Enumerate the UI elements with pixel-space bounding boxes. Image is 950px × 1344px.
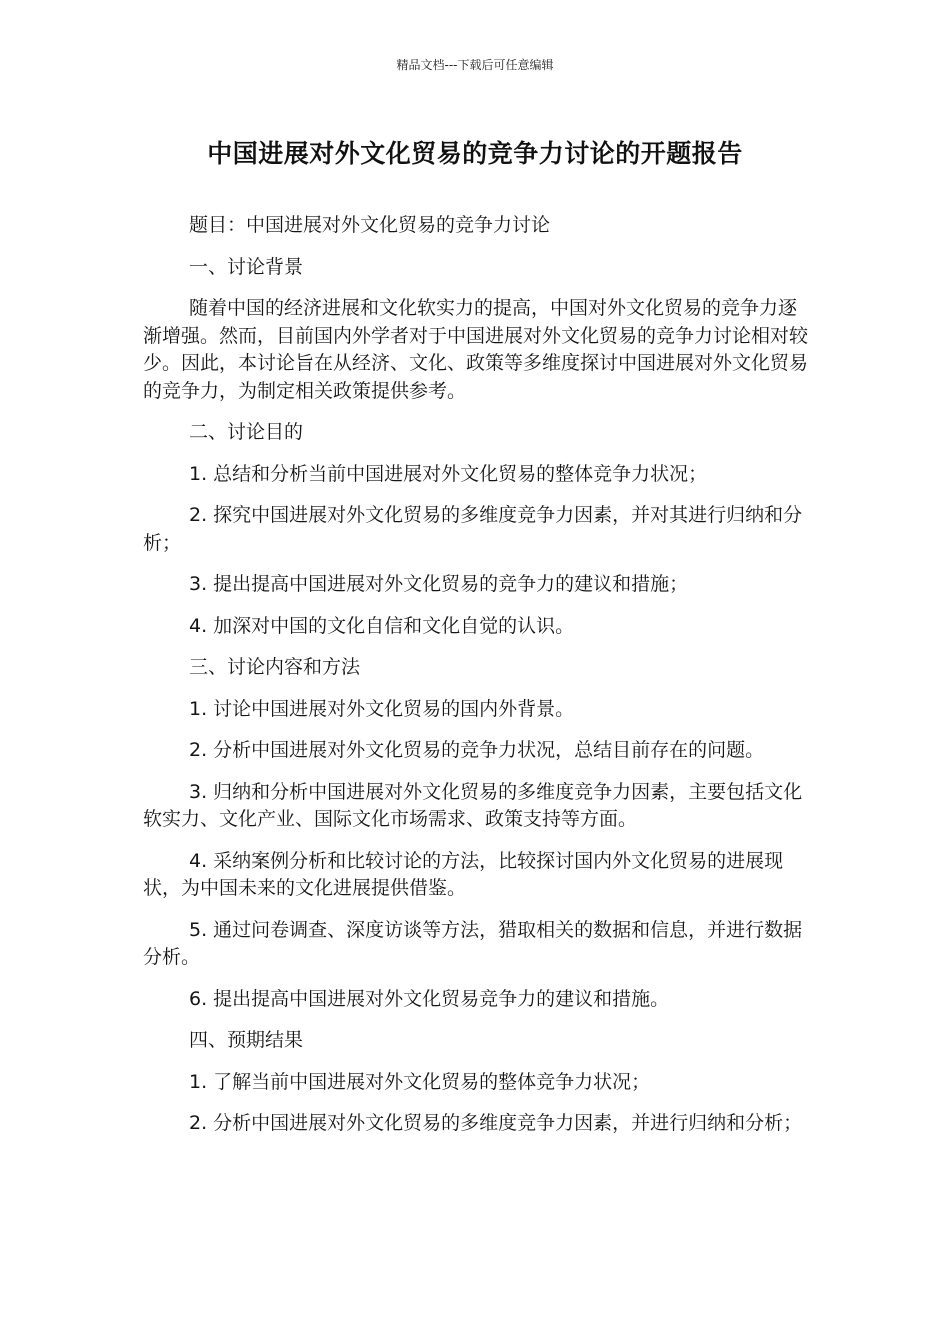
list-item-purpose-2: 2. 探究中国进展对外文化贸易的多维度竞争力因素，并对其进行归纳和分析； (143, 504, 803, 554)
header-note: 精品文档---下载后可任意编辑 (396, 58, 554, 72)
document-body (143, 212, 808, 1152)
section-heading-background: 一、讨论背景 (189, 255, 304, 278)
section-heading-expected-results: 四、预期结果 (189, 1029, 304, 1051)
list-item-purpose-1: 1. 总结和分析当前中国进展对外文化贸易的整体竞争力状况； (189, 462, 708, 485)
list-item-content-2: 2. 分析中国进展对外文化贸易的竞争力状况，总结目前存在的问题。 (189, 739, 765, 761)
list-item-purpose-4: 4. 加深对中国的文化自信和文化自觉的认识。 (189, 614, 575, 637)
section-heading-purpose: 二、讨论目的 (189, 421, 304, 443)
list-item-content-1: 1. 讨论中国进展对外文化贸易的国内外背景。 (189, 697, 575, 720)
list-item-result-2: 2. 分析中国进展对外文化贸易的多维度竞争力因素，并进行归纳和分析； (189, 1112, 803, 1134)
list-item-content-6: 6. 提出提高中国进展对外文化贸易竞争力的建议和措施。 (189, 987, 670, 1010)
list-item-content-4: 4. 采纳案例分析和比较讨论的方法，比较探讨国内外文化贸易的进展现状，为中国未来的文化进展提供借鉴。 (143, 849, 784, 899)
paragraph-topic: 题目：中国进展对外文化贸易的竞争力讨论 (189, 214, 551, 236)
list-item-content-5: 5. 通过问卷调查、深度访谈等方法，猎取相关的数据和信息，并进行数据分析。 (143, 918, 803, 968)
list-item-result-1: 1. 了解当前中国进展对外文化贸易的整体竞争力状况； (189, 1070, 651, 1093)
paragraph-background: 随着中国的经济进展和文化软实力的提高，中国对外文化贸易的竞争力逐渐增强。然而，目前国内外学者对于中国进展对外文化贸易的竞争力讨论相对较少。因此，本讨论旨在从经济、文化、政策等多维度探讨中国进展对外文化贸易的竞争力，为制定相关政策提供参考。 (143, 297, 809, 402)
list-item-content-3: 3. 归纳和分析中国进展对外文化贸易的多维度竞争力因素，主要包括文化软实力、文化产业、国际文化市场需求、政策支持等方面。 (143, 780, 803, 830)
document-title: 中国进展对外文化贸易的竞争力讨论的开题报告 (207, 139, 743, 168)
section-heading-content-method: 三、讨论内容和方法 (189, 656, 361, 678)
list-item-purpose-3: 3. 提出提高中国进展对外文化贸易的竞争力的建议和措施； (189, 573, 689, 595)
